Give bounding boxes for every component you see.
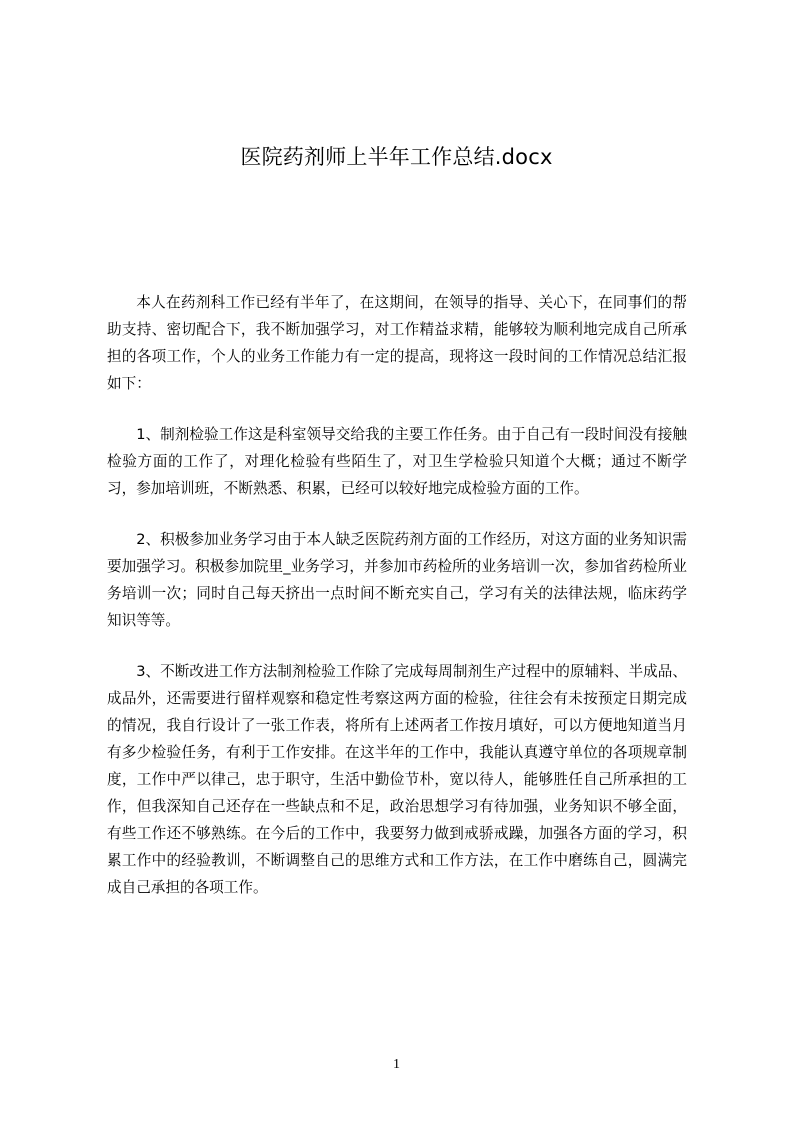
document-title: 医院药剂师上半年工作总结.docx (240, 145, 553, 169)
paragraph-item-1: 1、制剂检验工作这是科室领导交给我的主要工作任务。由于自己有一段时间没有接触检验方面的工作了，对理化检验有些陌生了，对卫生学检验只知道个大概；通过不断学习，参加培训班，不断熟悉、积累，已经可以较好地完成检验方面的工作。 (107, 426, 687, 497)
paragraph-item-2: 2、积极参加业务学习由于本人缺乏医院药剂方面的工作经历，对这方面的业务知识需要加强学习。积极参加院里_业务学习，并参加市药检所的业务培训一次，参加省药检所业务培训一次；同时自己每天挤出一点时间不断充实自己，学习有关的法律法规，临床药学知识等等。 (107, 531, 687, 629)
document-body (107, 289, 687, 925)
paragraph-intro: 本人在药剂科工作已经有半年了，在这期间，在领导的指导、关心下，在同事们的帮助支持、密切配合下，我不断加强学习，对工作精益求精，能够较为顺利地完成自己所承担的各项工作，个人的业务工作能力有一定的提高，现将这一段时间的工作情况总结汇报如下： (107, 294, 687, 392)
page-number: 1 (393, 1057, 400, 1072)
paragraph-item-3: 3、不断改进工作方法制剂检验工作除了完成每周制剂生产过程中的原辅料、半成品、成品外，还需要进行留样观察和稳定性考察这两方面的检验，往往会有未按预定日期完成的情况，我自行设计了一张工作表，将所有上述两者工作按月填好，可以方便地知道当月有多少检验任务，有利于工作安排。在这半年的工作中，我能认真遵守单位的各项规章制度，工作中严以律己，忠于职守，生活中勤俭节朴，宽以待人，能够胜任自己所承担的工作，但我深知自己还存在一些缺点和不足，政治思想学习有待加强，业务知识不够全面，有些工作还不够熟练。在今后的工作中，我要努力做到戒骄戒躁，加强各方面的学习，积累工作中的经验教训，不断调整自己的思维方式和工作方法，在工作中磨练自己，圆满完成自己承担的各项工作。 (107, 663, 687, 896)
